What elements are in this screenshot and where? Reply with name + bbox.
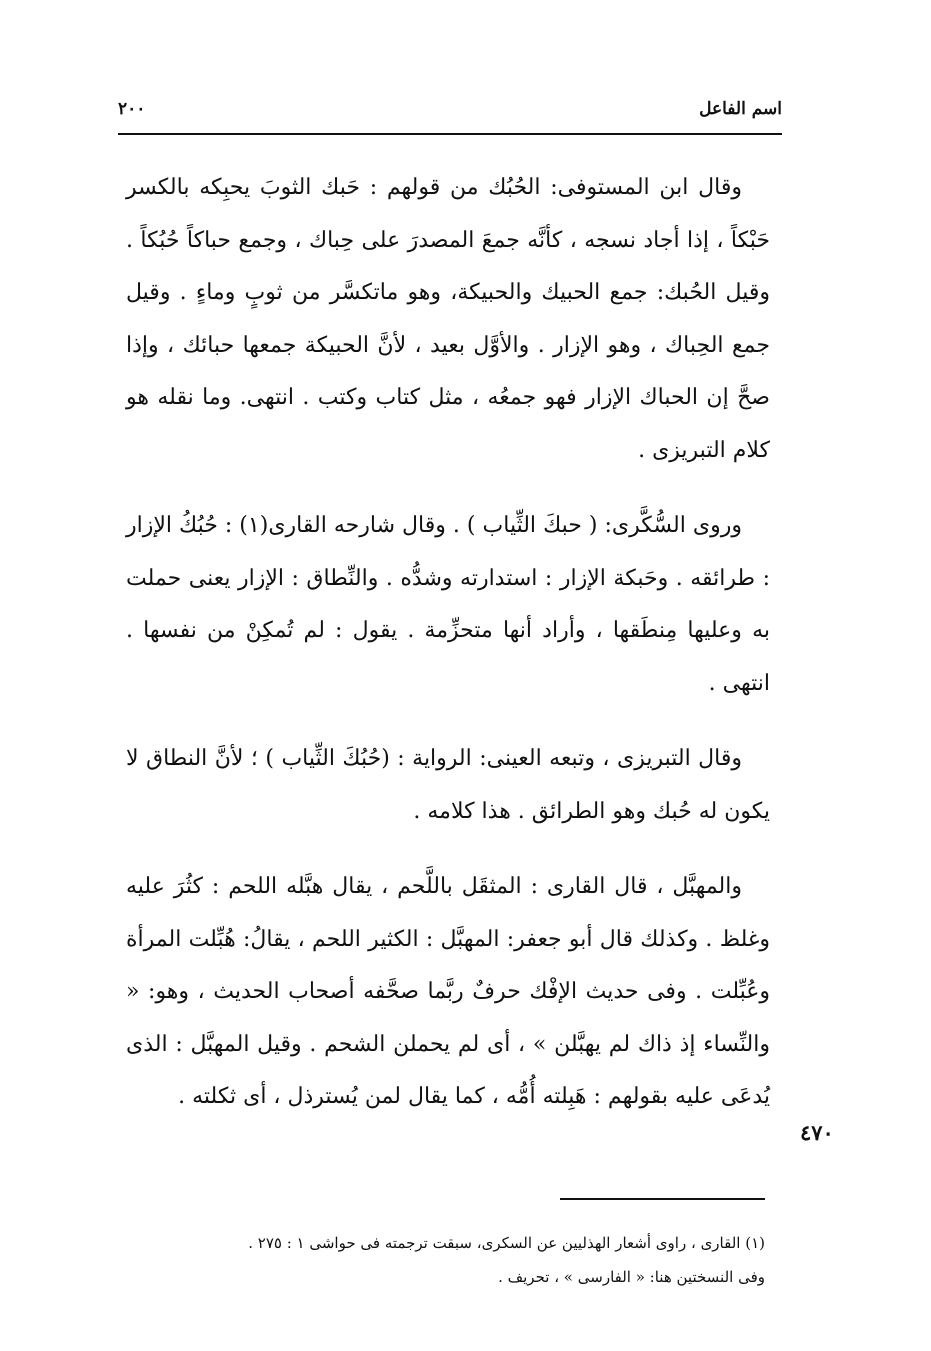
footnote bbox=[110, 1226, 765, 1294]
paragraph-4: والمهبَّل ، قال القارى : المثقَل باللَّحم ، يقال هبَّله اللحم : كثُرَ عليه وغلظ . وكذلك قال أبو جعفر: المهبَّل : الكثير اللحم ، يقالُ: هُبِّلت المرأة وعُبِّلت . وفى حديث الإفْك حرفٌ ربَّما صحَّفه أصحاب الحديث ، وهو: « والنِّساء إذ ذاك لم يهبَّلن » ، أى لم يحملن الشحم . وقيل المهبَّل : الذى يُدعَى عليه بقولهم : هَبِلته أُمُّه ، كما يقال لمن يُسترذل ، أى ثكلته . bbox=[126, 874, 770, 1109]
header-divider bbox=[118, 133, 782, 135]
paragraph-2: وروى السُّكَّرى: ( حبكَ الثِّياب ) . وقال شارحه القارى(١) : حُبُكُ الإزار : طرائقه . وحَبكة الإزار : استدارته وشدُّه . والنِّطاق : الإزار يعنى حملت به وعليها مِنطَقها ، وأراد أنها متحزِّمة . يقول : لم تُمكِنْ من نفسها . انتهى . bbox=[126, 513, 770, 696]
paragraph-3: وقال التبريزى ، وتبعه العينى: الرواية : (حُبُكَ الثِّياب ) ؛ لأنَّ النطاق لا يكون له حُبك وهو الطرائق . هذا كلامه . bbox=[126, 746, 770, 824]
chapter-title: اسم الفاعل bbox=[699, 99, 782, 119]
footnote-line-2: وفى النسختين هنا: « الفارسى » ، تحريف . bbox=[498, 1268, 765, 1286]
running-header bbox=[118, 95, 782, 127]
margin-reference-number: ٤٧٠ bbox=[800, 1120, 834, 1145]
footnote-line-1: (١) القارى ، راوى أشعار الهذليين عن السكرى، سبقت ترجمته فى حواشى ١ : ٢٧٥ . bbox=[248, 1234, 765, 1252]
main-text bbox=[126, 162, 770, 1124]
footnote-divider bbox=[560, 1198, 765, 1200]
page-number: ٢٠٠ bbox=[118, 99, 146, 119]
paragraph-1: وقال ابن المستوفى: الحُبُك من قولهم : حَبك الثوبَ يحبِكه بالكسر حَبْكاً ، إذا أجاد نسجه ، كأنَّه جمعَ المصدرَ على حِباك ، وجمع حباكاً حُبُكاً . وقيل الحُبك: جمع الحبيك والحبيكة، وهو ماتكسَّر من ثوبٍ وماءٍ . وقيل جمع الحِباك ، وهو الإزار . والأوَّل بعيد ، لأنَّ الحبيكة جمعها حبائك ، وإذا صحَّ إن الحباك الإزار فهو جمعُه ، مثل كتاب وكتب . انتهى. وما نقله هو كلام التبريزى . bbox=[126, 175, 770, 463]
